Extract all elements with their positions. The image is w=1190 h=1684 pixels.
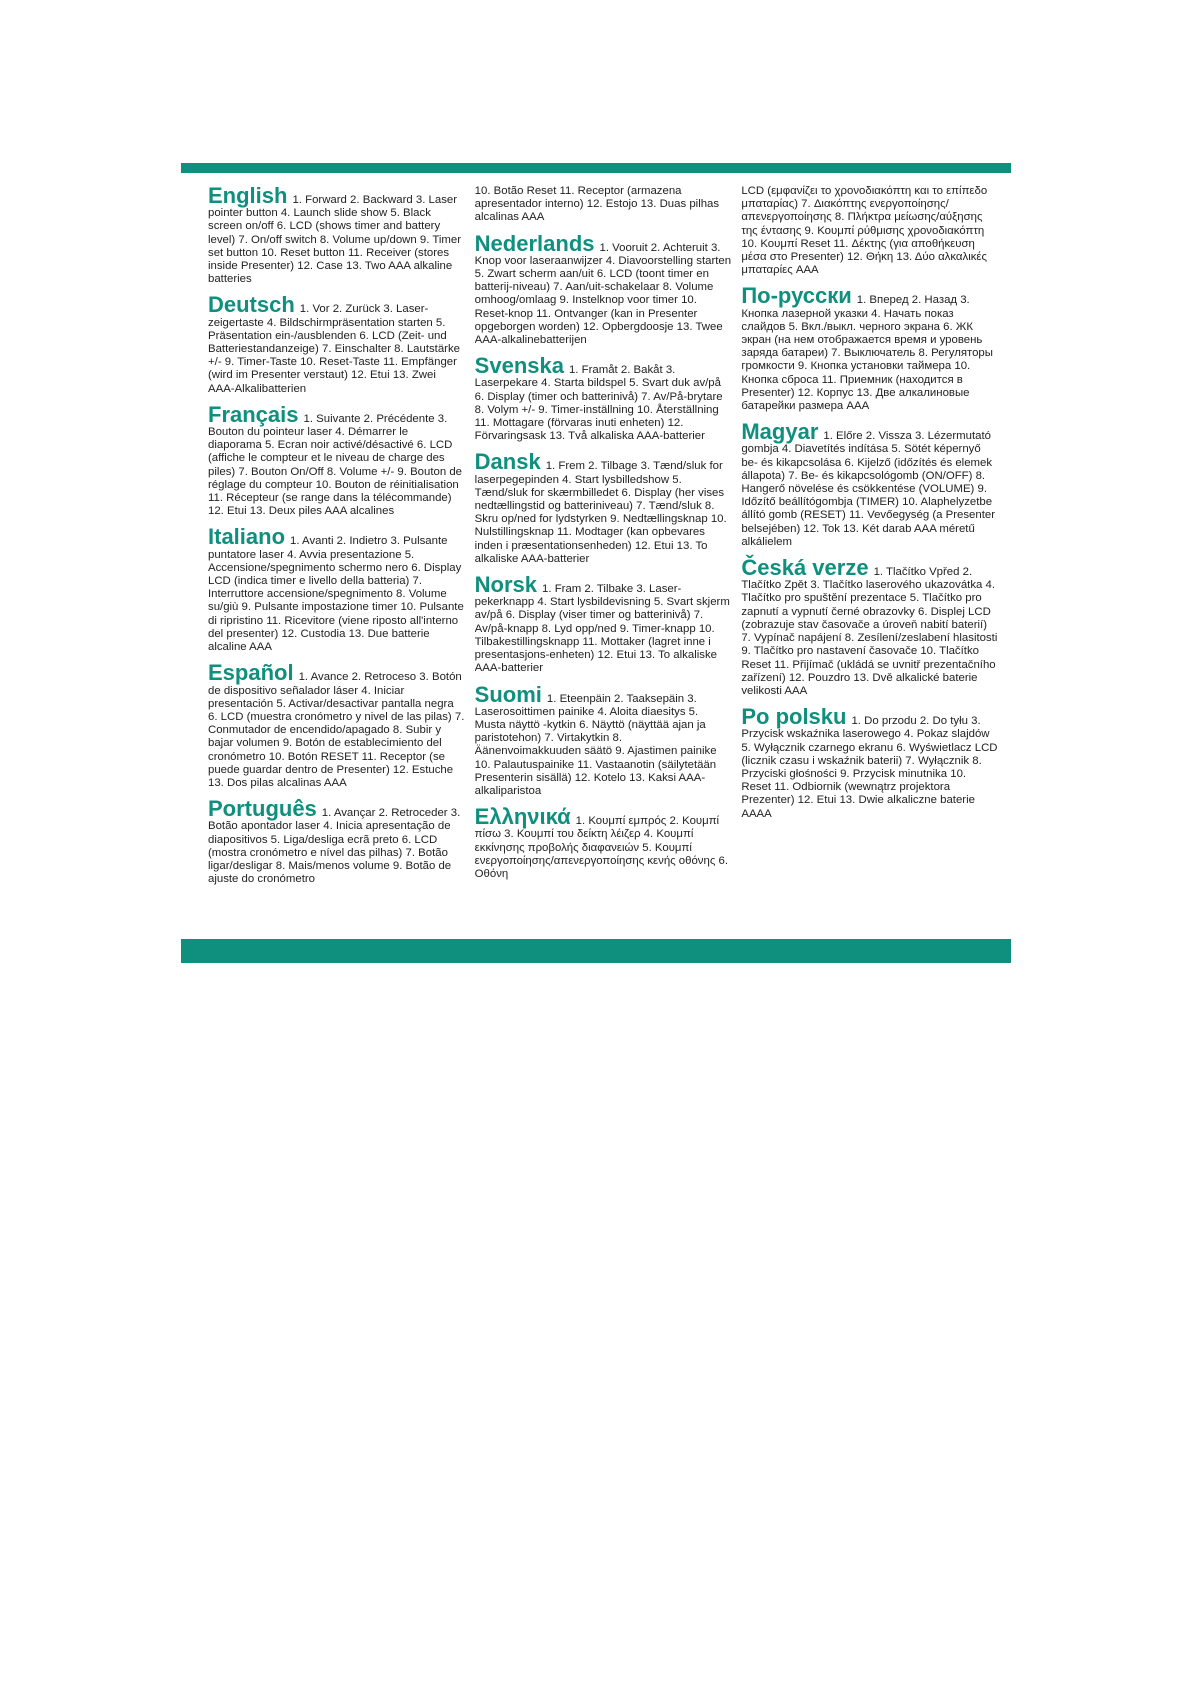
parts-list: 1. Tlačítko Vpřed 2. Tlačítko Zpět 3. Tlačítko laserového ukazovátka 4. Tlačítko pro spuštění prezentace 5. Tlačítko pro zapnutí a vypnutí černé obrazovky 6. Displej LCD (zobrazuje stav časovače a úroveň nabití baterií) 7. Vypínač napájení 8. Zesílení/zeslabení hlasitosti 9. Tlačítko pro nastavení časovače 10. Tlačítko Reset 11. Přijímač (ukládá se uvnitř prezentačního zařízení) 12. Pouzdro 13. Dvě alkalické baterie velikosti AAA	[741, 566, 998, 697]
column-1	[208, 185, 465, 930]
column-2	[475, 185, 732, 930]
instruction-card	[181, 163, 1011, 963]
section-nederlands	[474, 230, 732, 348]
language-heading: Ελληνικά	[474, 804, 571, 830]
language-heading: Po polsku	[741, 704, 847, 730]
parts-list: 1. Avanti 2. Indietro 3. Pulsante puntatore laser 4. Avvia presentazione 5. Accensione/spegnimento schermo nero 6. Display LCD (indica timer e livello della batteria) 7. Interruttore accensione/spegnimento 8. Volume su/giù 9. Pulsante impostazione timer 10. Pulsante di ripristino 11. Ricevitore (viene riposto all'interno del presenter) 12. Custodia 13. Due batterie alcaline AAA	[208, 535, 464, 654]
section-dansk	[475, 451, 732, 566]
bottom-accent-bar	[181, 939, 1011, 963]
section-francais	[208, 401, 465, 519]
language-heading: Português	[208, 796, 317, 822]
language-heading: Svenska	[474, 353, 564, 379]
parts-list: 1. Вперед 2. Назад 3. Кнопка лазерной указки 4. Начать показ слайдов 5. Вкл./выкл. черного экрана 6. ЖК экран (на нем отображается время и уровень заряда батареи) 7. Выключатель 8. Регуляторы громкости 9. Кнопка установки таймера 10. Кнопка сброса 11. Приемник (находится в Presenter) 12. Корпус 13. Две алкалиновые батарейки размера AAA	[741, 294, 993, 413]
parts-list: 1. Frem 2. Tilbage 3. Tænd/sluk for laserpegepinden 4. Start lysbilledshow 5. Tænd/sluk for skærmbilledet 6. Display (her vises nedtællingstid og batteriniveau) 7. Tænd/sluk 8. Skru op/ned for lydstyrken 9. Nedtællingsknap 10. Nulstillingsknap 11. Modtager (kan opbevares inden i præsentationsenheden) 12. Etui 13. To alkaliske AAA-batterier	[474, 460, 727, 565]
parts-list: 1. Vor 2. Zurück 3. Laser-zeigertaste 4. Bildschirmpräsentation starten 5. Präsentation ein-/ausblenden 6. LCD (Zeit- und Batteriestandanzeige) 7. Einschalter 8. Lautstärke +/- 9. Timer-Taste 10. Reset-Taste 11. Empfänger (wird im Presenter verstaut) 12. Etui 13. Zwei AAA-Alkalibatterien	[208, 303, 461, 395]
section-svenska	[475, 355, 732, 443]
section-italiano	[208, 526, 465, 654]
section-russian	[741, 285, 998, 413]
language-heading: Italiano	[208, 524, 286, 550]
parts-list: 1. Eteenpäin 2. Taaksepäin 3. Laserosoittimen painike 4. Aloita diaesitys 5. Musta näyttö -kytkin 6. Näyttö (näyttää ajan ja paristotehon) 7. Virtakytkin 8. Äänenvoimakkuuden säätö 9. Ajastimen painike 10. Palautuspainike 11. Vastaanotin (säilytetään Presenterin sisällä) 12. Kotelo 13. Kaksi AAA-alkaliparistoa	[474, 692, 717, 797]
parts-list: 1. Avançar 2. Retroceder 3. Botão apontador laser 4. Inicia apresentação de diapositivos 5. Liga/desliga ecrã preto 6. LCD (mostra cronómetro e nível das pilhas) 7. Botão ligar/desligar 8. Mais/menos volume 9. Botão de ajuste do cronómetro	[208, 807, 461, 886]
parts-list: 1. Avance 2. Retroceso 3. Botón de dispositivo señalador láser 4. Iniciar presentación 5. Activar/desactivar pantalla negra 6. LCD (muestra cronómetro y nivel de las pilas) 7. Conmutador de encendido/apagado 8. Subir y bajar volumen 9. Botón de establecimiento del cronómetro 10. Botón RESET 11. Receptor (se puede guardar dentro de Presenter) 12. Estuche 13. Dos pilas alcalinas AAA	[208, 671, 465, 789]
language-heading: Français	[208, 401, 299, 427]
section-magyar	[741, 421, 998, 549]
section-polski	[741, 706, 998, 821]
language-columns	[208, 185, 998, 930]
section-deutsch	[208, 294, 465, 395]
parts-list: 1. Előre 2. Vissza 3. Lézermutató gombja 4. Diavetítés indítása 5. Sötét képernyő be- és kikapcsolása 6. Kijelző (időzítés és elemek állapota) 7. Be- és kikapcsológomb (ON/OFF) 8. Hangerő növelése és csökkentése (VOLUME) 9. Időzítő beállítógombja (TIMER) 10. Alaphelyzetbe állító gomb (RESET) 11. Vevőegység (a Presenter belsejében) 12. Tok 13. Két darab AAA méretű alkálielem	[741, 430, 996, 548]
section-norsk	[475, 574, 732, 675]
parts-list: 1. Do przodu 2. Do tyłu 3. Przycisk wskaźnika laserowego 4. Pokaz slajdów 5. Wyłącznik czarnego ekranu 6. Wyświetlacz LCD (licznik czasu i wskaźnik baterii) 7. Wyłącznik 8. Przyciski głośności 9. Przycisk minutnika 10. Reset 11. Odbiornik (wewnątrz projektora Prezenter) 12. Etui 13. Dwie alkaliczne baterie AAAA	[741, 715, 998, 820]
section-portugues	[208, 798, 465, 886]
continued-text: 10. Botão Reset 11. Receptor (armazena apresentador interno) 12. Estojo 13. Duas pilhas alcalinas AAA	[474, 185, 720, 224]
parts-list: 1. Suivante 2. Précédente 3. Bouton du pointeur laser 4. Démarrer le diaporama 5. Ecran noir activé/désactivé 6. LCD (affiche le compteur et le niveau de charge des piles) 7. Bouton On/Off 8. Volume +/- 9. Bouton de réglage du compteur 10. Bouton de réinitialisation 11. Récepteur (se range dans la télécommande) 12. Etui 13. Deux piles AAA alcalines	[208, 412, 463, 518]
language-heading: Deutsch	[208, 292, 295, 318]
top-accent-bar	[181, 163, 1011, 173]
section-english	[208, 185, 465, 286]
language-heading: Nederlands	[474, 230, 595, 256]
parts-list: 1. Fram 2. Tilbake 3. Laser-pekerknapp 4. Start lysbildevisning 5. Svart skjerm av/på 6. Display (viser timer og batterinivå) 7. Av/på-knapp 8. Lyd opp/ned 9. Timer-knapp 10. Tilbakestillingsknapp 11. Mottaker (lagret inne i presentasjons-enheten) 12. Etui 13. To alkaliske AAA-batterier	[474, 583, 730, 675]
language-heading: Magyar	[741, 419, 819, 445]
language-heading: Norsk	[474, 572, 538, 598]
section-ellinika	[475, 806, 732, 881]
section-suomi	[474, 681, 732, 799]
section-espanol	[208, 662, 465, 790]
section-ceska	[741, 557, 998, 698]
continued-text: LCD (εμφανίζει το χρονοδιακόπτη και το επίπεδο μπαταρίας) 7. Διακόπτης ενεργοποίησης/απενεργοποίησης 8. Πλήκτρα μείωσης/αύξησης της έντασης 9. Κουμπί ρύθμισης χρονοδιακόπτη 10. Κουμπί Reset 11. Δέκτης (για αποθήκευση μέσα στο Presenter) 12. Θήκη 13. Δύο αλκαλικές μπαταρίες AAA	[741, 185, 988, 277]
parts-list: 1. Framåt 2. Bakåt 3. Laserpekare 4. Starta bildspel 5. Svart duk av/på 6. Display (timer och batterinivå) 7. Av/På-brytare 8. Volym +/- 9. Timer-inställning 10. Återställning 11. Mottagare (förvaras inuti enheten) 12. Förvaringsask 13. Två alkaliska AAA-batterier	[474, 364, 723, 443]
column-3	[741, 185, 998, 930]
parts-list: 1. Forward 2. Backward 3. Laser pointer button 4. Launch slide show 5. Black screen on/off 6. LCD (shows timer and battery level) 7. On/off switch 8. Volume up/down 9. Timer set button 10. Reset button 11. Receiver (stores inside Presenter) 12. Case 13. Two AAA alkaline batteries	[208, 194, 462, 286]
language-heading: По-русски	[741, 283, 852, 309]
language-heading: Suomi	[474, 681, 542, 707]
language-heading: Español	[208, 660, 294, 686]
parts-list: 1. Vooruit 2. Achteruit 3. Knop voor laseraanwijzer 4. Diavoorstelling starten 5. Zwart scherm aan/uit 6. LCD (toont timer en batterij-niveau) 7. Aan/uit-schakelaar 8. Volume omhoog/omlaag 9. Instelknop voor timer 10. Reset-knop 11. Ontvanger (kan in Presenter opgeborgen worden) 12. Opbergdoosje 13. Twee AAA-alkalinebatterijen	[474, 241, 732, 347]
language-heading: English	[208, 185, 288, 208]
language-heading: Česká verze	[741, 555, 869, 581]
parts-list: 1. Κουμπί εμπρός 2. Κουμπί πίσω 3. Κουμπί του δείκτη λέιζερ 4. Κουμπί εκκίνησης προβολής διαφανειών 5. Κουμπί ενεργοποίησης/απενεργοποίησης κενής οθόνης 6. Οθόνη	[474, 815, 728, 880]
language-heading: Dansk	[474, 449, 541, 475]
